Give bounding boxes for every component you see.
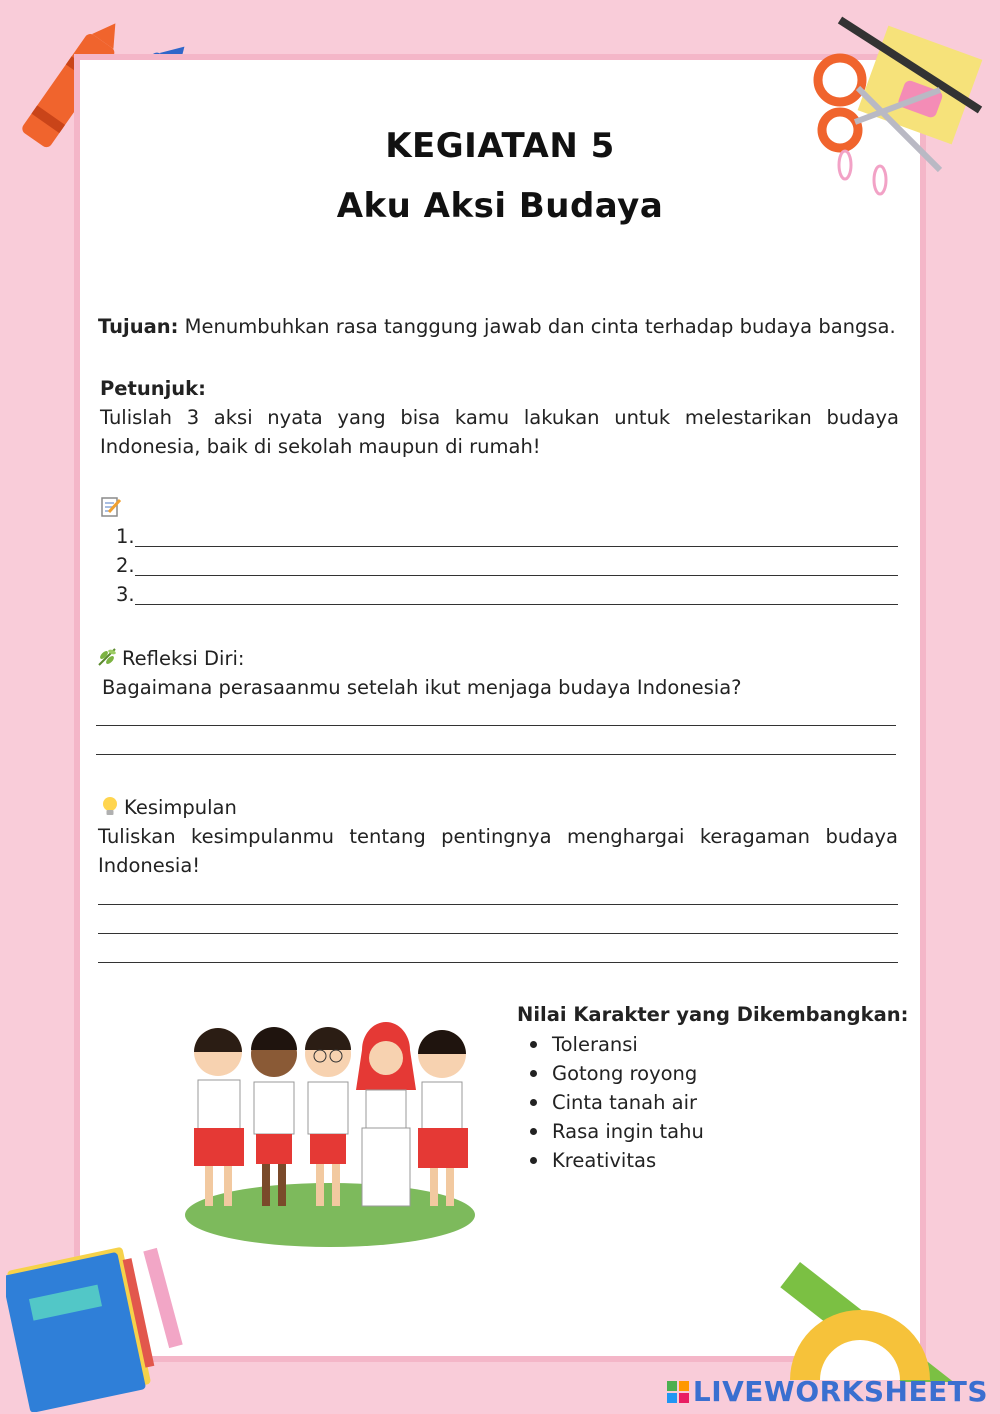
tujuan-paragraph [98,312,908,341]
refleksi-answer-line-2[interactable] [96,754,896,755]
answer-number-2: 2. [116,554,135,577]
refleksi-question: Bagaimana perasaanmu setelah ikut menjaga budaya Indonesia? [102,676,742,699]
book-pencils-illustration [6,1228,196,1412]
list-item: Gotong royong [518,1059,704,1088]
answer-line-2[interactable] [135,575,898,576]
list-item: Kreativitas [518,1146,704,1175]
nilai-list [518,1030,704,1175]
list-item: Rasa ingin tahu [518,1117,704,1146]
list-item: Cinta tanah air [518,1088,704,1117]
lightbulb-icon [100,796,120,818]
answer-number-1: 1. [116,525,135,548]
tujuan-label: Tujuan: [98,315,179,338]
kesimpulan-answer-line-3[interactable] [98,962,898,963]
answer-number-3: 3. [116,583,135,606]
stationery-illustration [800,10,995,200]
ruler-protractor-illustration [780,1222,1000,1382]
petunjuk-label: Petunjuk: [100,377,206,400]
petunjuk-text: Tulislah 3 aksi nyata yang bisa kamu lakukan untuk melestarikan budaya Indonesia, baik di sekolah maupun di rumah! [100,406,899,458]
kesimpulan-answer-line-1[interactable] [98,904,898,905]
nilai-title: Nilai Karakter yang Dikembangkan: [517,1003,909,1026]
page-title: Aku Aksi Budaya [336,186,664,226]
tujuan-text: Menumbuhkan rasa tanggung jawab dan cinta terhadap budaya bangsa. [184,315,896,338]
list-item: Toleransi [518,1030,704,1059]
brand-text: LIVEWORKSHEETS [692,1375,988,1408]
refleksi-label: Refleksi Diri: [122,647,245,670]
students-illustration [160,1010,505,1250]
refleksi-answer-line-1[interactable] [96,725,896,726]
liveworksheets-logo-icon [667,1381,689,1403]
answer-line-3[interactable] [135,604,898,605]
kesimpulan-answer-line-2[interactable] [98,933,898,934]
answer-line-1[interactable] [135,546,898,547]
kesimpulan-label: Kesimpulan [124,796,237,819]
activity-number: KEGIATAN 5 [385,126,615,166]
memo-icon [100,496,122,518]
leaf-icon [96,646,118,668]
liveworksheets-brand[interactable] [667,1375,988,1408]
kesimpulan-text: Tuliskan kesimpulanmu tentang pentingnya menghargai keragaman budaya Indonesia! [98,825,898,877]
